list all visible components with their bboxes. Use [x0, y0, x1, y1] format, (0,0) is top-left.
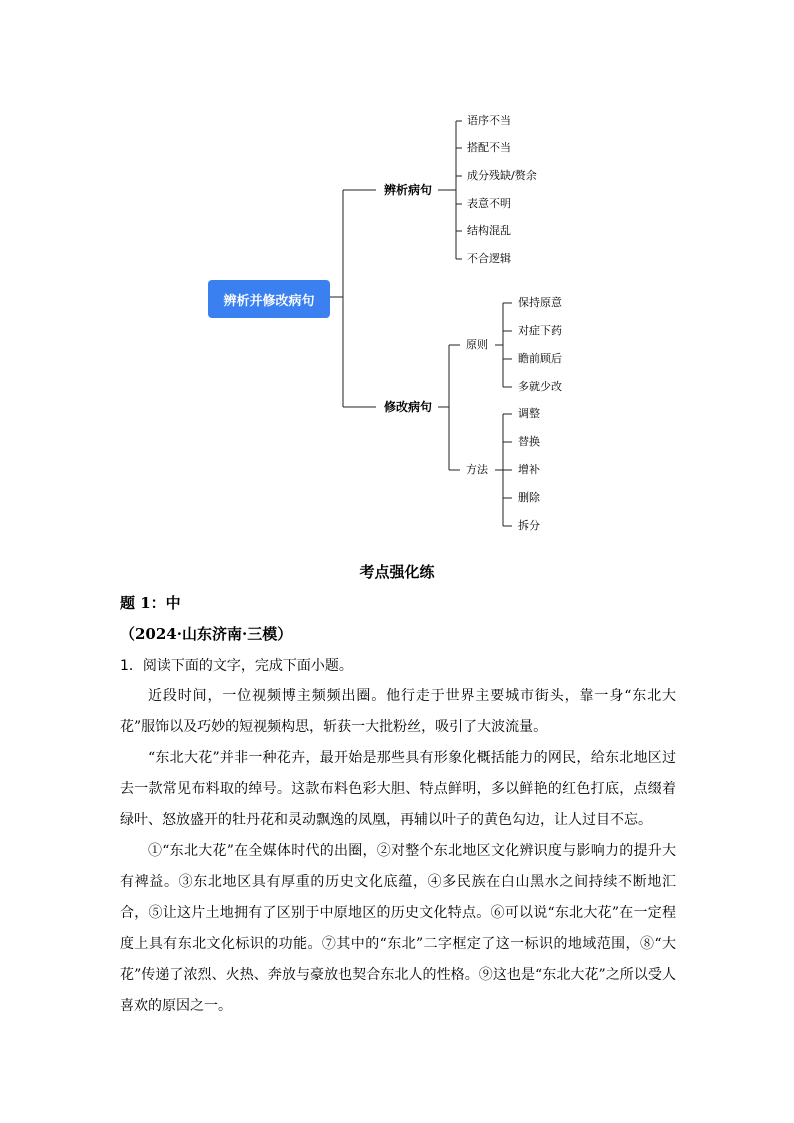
analyze-item: 结构混乱 — [467, 224, 511, 237]
method-item: 替换 — [518, 435, 540, 448]
analyze-item: 表意不明 — [467, 197, 511, 210]
method-item: 调整 — [518, 407, 540, 420]
principle-item: 瞻前顾后 — [518, 352, 562, 365]
question-intro: 1．阅读下面的文字，完成下面小题。 — [120, 658, 353, 674]
analyze-item: 语序不当 — [467, 114, 511, 127]
section-title: 考点强化练 — [359, 563, 435, 581]
question-source: （2024·山东济南·三模） — [120, 625, 293, 643]
principle-item: 多就少改 — [518, 380, 562, 393]
passage-paragraph: ①“东北大花”在全媒体时代的出圈，②对整个东北地区文化辨识度与影响力的提升大有裨益。③东北地区具有厚重的历史文化底蕴，④多民族在白山黑水之间持续不断地汇合，⑤让这片土地拥有了区别于中原地区的历史文化特点。⑥可以说“东北大花”在一定程度上具有东北文化标识的功能。⑦其中的“东北”二字框定了这一标识的地域范围，⑧“大花”传递了浓烈、火热、奔放与豪放也契合东北人的性格。⑨这也是“东北大花”之所以受人喜欢的原因之一。 — [120, 843, 676, 1014]
question-heading: 题 1：中 — [120, 594, 181, 612]
passage-paragraph: “东北大花”并非一种花卉，最开始是那些具有形象化概括能力的网民，给东北地区过去一款常见布料取的绰号。这款布料色彩大胆、特点鲜明，多以鲜艳的红色打底，点缀着绿叶、怒放盛开的牡丹花和灵动飘逸的凤凰，再辅以叶子的黄色勾边，让人过目不忘。 — [120, 750, 676, 828]
branch-revise-label: 修改病句 — [384, 400, 433, 414]
branch-analyze-label: 辨析病句 — [384, 183, 433, 197]
analyze-item: 不合逻辑 — [467, 252, 511, 265]
method-item: 拆分 — [518, 519, 540, 532]
mindmap-root: 辨析并修改病句 — [208, 280, 330, 318]
principle-item: 保持原意 — [518, 296, 562, 309]
method-item: 删除 — [518, 491, 540, 504]
principle-item: 对症下药 — [518, 324, 562, 337]
analyze-item: 搭配不当 — [467, 141, 511, 154]
analyze-item: 成分残缺/赘余 — [467, 169, 537, 182]
mindmap-connectors — [0, 0, 794, 560]
method-label: 方法 — [466, 463, 488, 476]
method-item: 增补 — [518, 463, 540, 476]
principle-label: 原则 — [466, 338, 488, 351]
passage-paragraph: 近段时间，一位视频博主频频出圈。他行走于世界主要城市街头，靠一身“东北大花”服饰以及巧妙的短视频构思，斩获一大批粉丝，吸引了大波流量。 — [120, 688, 676, 735]
